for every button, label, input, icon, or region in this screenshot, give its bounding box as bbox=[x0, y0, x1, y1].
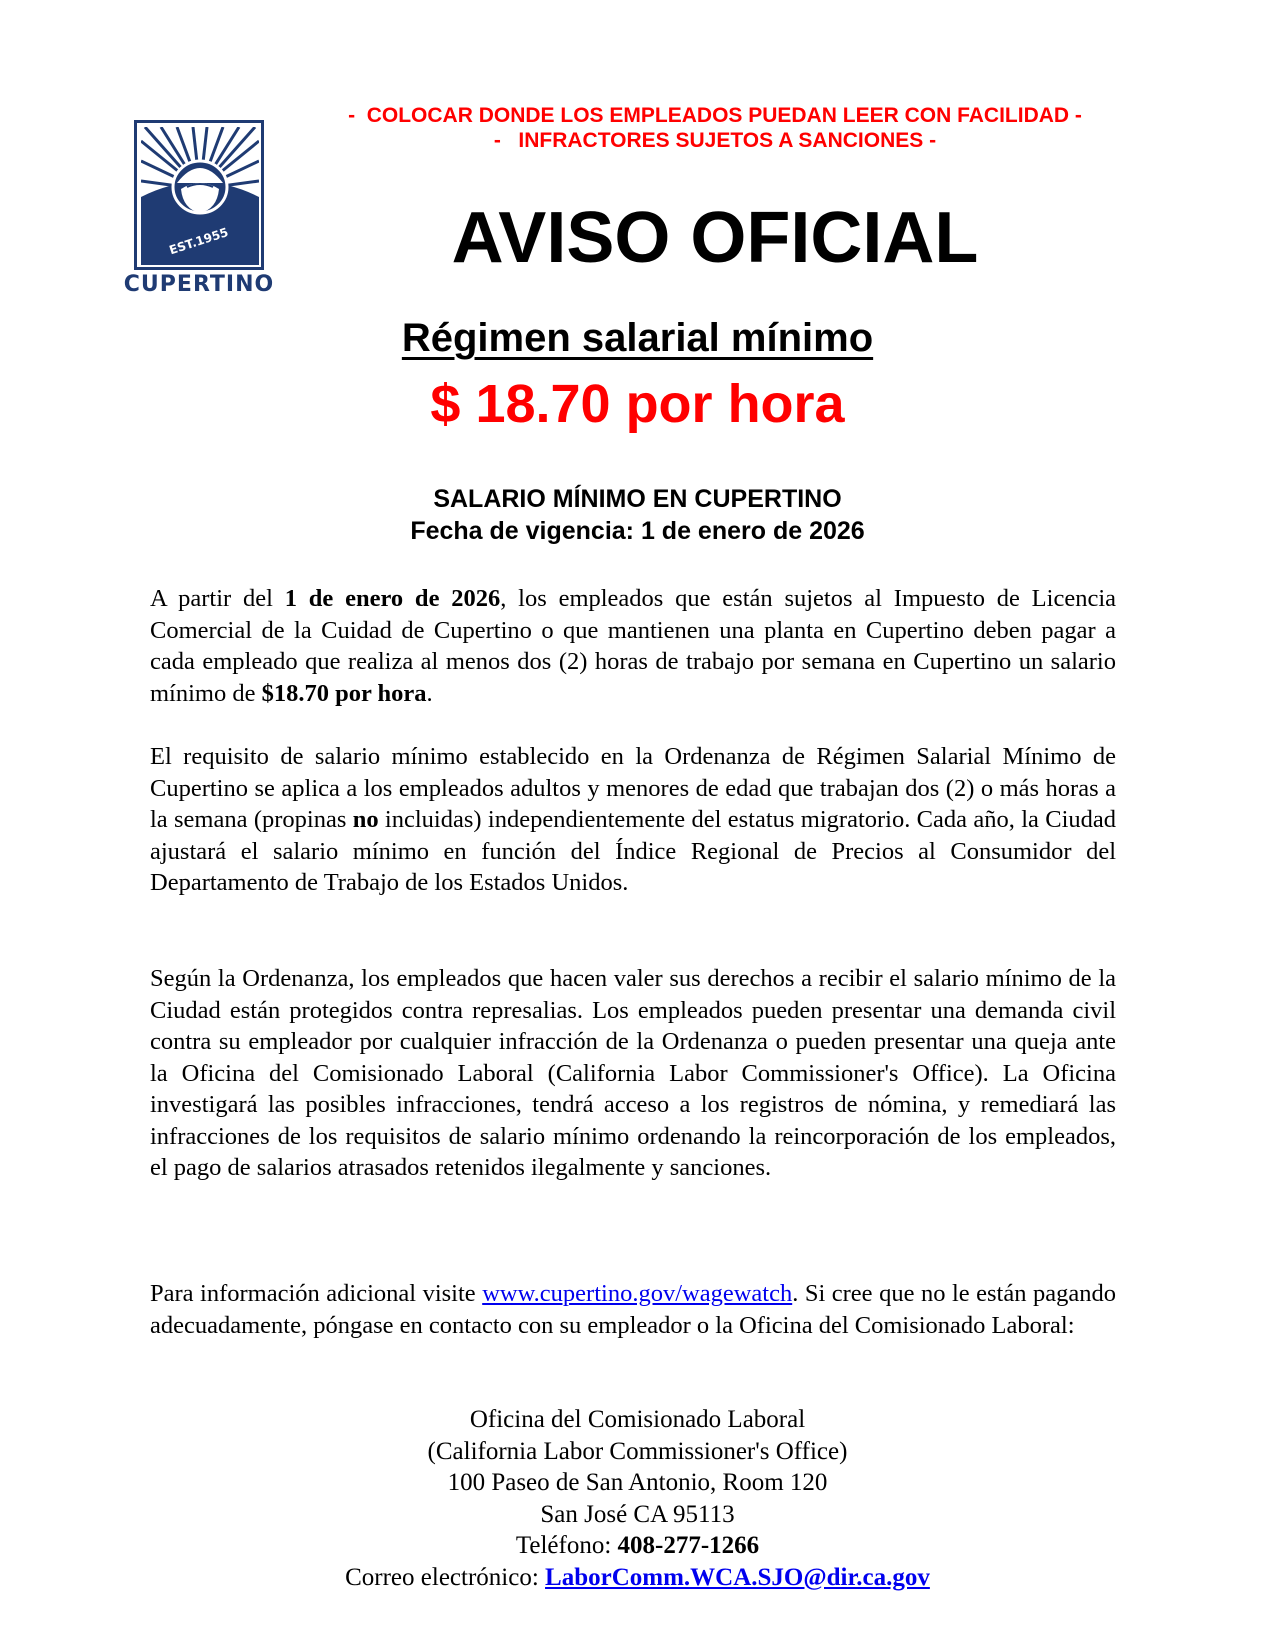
address-email bbox=[0, 1562, 1275, 1594]
email-link[interactable]: LaborComm.WCA.SJO@dir.ca.gov bbox=[545, 1563, 930, 1591]
address-line-street: 100 Paseo de San Antonio, Room 120 bbox=[447, 1469, 828, 1496]
address-line-city: San José CA 95113 bbox=[540, 1500, 735, 1528]
p1-text-a: A partir del bbox=[150, 585, 285, 612]
page-title: AVISO OFICIAL bbox=[451, 198, 979, 278]
paragraph-info bbox=[150, 1278, 1116, 1341]
email-label: Correo electrónico: bbox=[345, 1563, 546, 1591]
effective-date: Fecha de vigencia: 1 de enero de 2026 bbox=[410, 517, 865, 545]
paragraph-requirement bbox=[150, 741, 1116, 899]
phone-label: Teléfono: bbox=[515, 1532, 618, 1559]
paragraph-effective bbox=[150, 583, 1116, 709]
sanctions-warning: - INFRACTORES SUJETOS A SANCIONES - bbox=[493, 129, 937, 152]
regime-heading bbox=[0, 314, 1275, 362]
logo-city-name: CUPERTINO bbox=[123, 272, 275, 297]
regime-heading-text: Régimen salarial mínimo bbox=[401, 316, 874, 360]
p2-text-c: incluidas) independientemente del estatus migratorio. Cada año, la Ciudad ajustará el salario mínimo en función del Índice Regional de Precios al Consumidor del Departamento de Trabajo de los Estados Unidos. bbox=[150, 806, 1116, 896]
address-phone bbox=[0, 1530, 1275, 1562]
p2-text-a: El requisito de salario mínimo establecido en la Ordenanza de Régimen Salarial Mínimo de Cupertino se aplica a los empleados adultos y menores de edad que trabajan dos (2) o más horas a la semana (propinas bbox=[150, 743, 1116, 833]
wage-amount: $ 18.70 por hora bbox=[430, 374, 845, 434]
city-seal bbox=[134, 120, 264, 270]
subtitle: SALARIO MÍNIMO EN CUPERTINO bbox=[433, 485, 842, 513]
wagewatch-link[interactable]: www.cupertino.gov/wagewatch bbox=[482, 1280, 793, 1307]
p4-text-a: Para información adicional visite bbox=[150, 1280, 483, 1307]
p1-date: 1 de enero de 2026 bbox=[284, 585, 501, 612]
p4-text-c: . Si cree que no le están pagando adecuadamente, póngase en contacto con su empleador o la Oficina del Comisionado Laboral: bbox=[150, 1280, 1116, 1339]
city-seal-icon bbox=[141, 127, 259, 265]
cupertino-logo bbox=[106, 120, 292, 297]
p2-no: no bbox=[352, 806, 379, 833]
contact-address bbox=[0, 1404, 1275, 1593]
p1-wage: $18.70 por hora bbox=[261, 679, 427, 707]
p1-text-e: . bbox=[426, 679, 433, 707]
paragraph-protections: Según la Ordenanza, los empleados que hacen valer sus derechos a recibir el salario mínimo de la Ciudad están protegidos contra represalias. Los empleados pueden presentar una demanda civil contra su empleador por cualquier infracción de la Ordenanza o pueden presentar una queja ante la Oficina del Comisionado Laboral (California Labor Commissioner's Office). La Oficina investigará las posibles infracciones, tendrá acceso a los registros de nómina, y remediará las infracciones de los requisitos de salario mínimo ordenando la reincorporación de los empleados, el pago de salarios atrasados retenidos ilegalmente y sanciones. bbox=[150, 965, 1116, 1181]
address-line-office: Oficina del Comisionado Laboral bbox=[469, 1406, 806, 1433]
seal-est-text: EST.1955 bbox=[167, 225, 231, 258]
posting-instruction: - COLOCAR DONDE LOS EMPLEADOS PUEDAN LEER CON FACILIDAD - bbox=[348, 104, 1082, 127]
phone-number: 408-277-1266 bbox=[617, 1532, 760, 1559]
address-line-office-en: (California Labor Commissioner's Office) bbox=[427, 1437, 848, 1465]
p1-text-c: , los empleados que están sujetos al Impuesto de Licencia Comercial de la Cuidad de Cupertino o que mantienen una planta en Cupertino deben pagar a cada empleado que realiza al menos dos (2) horas de trabajo por semana en Cupertino un salario mínimo de bbox=[150, 585, 1117, 707]
